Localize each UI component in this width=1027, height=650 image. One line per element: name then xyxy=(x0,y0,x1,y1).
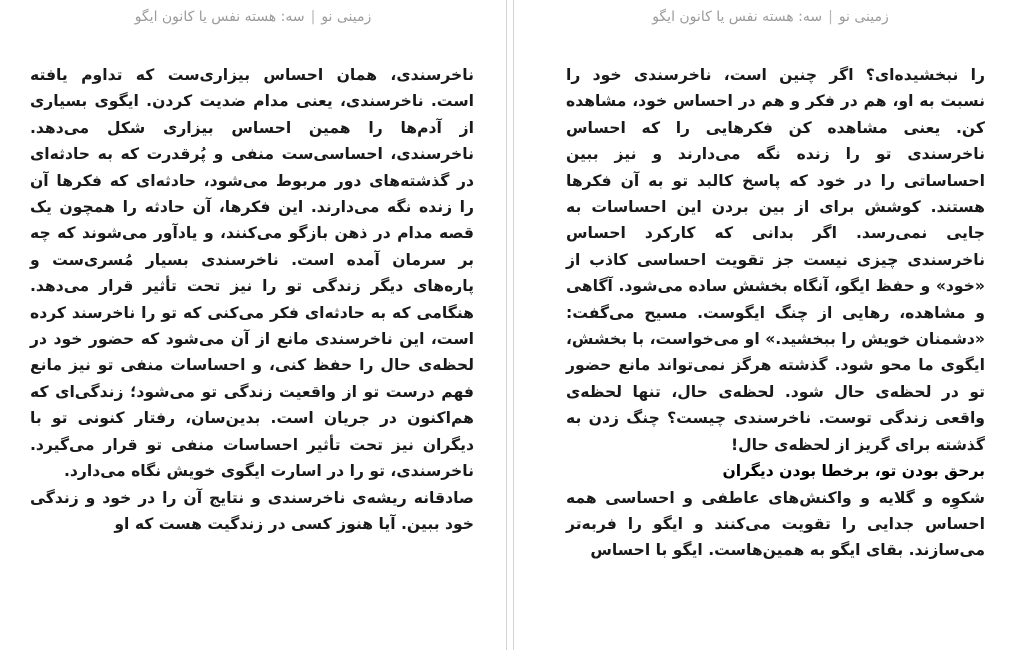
paragraph: را نبخشیده‌ای؟ اگر چنین است، ناخرسندی خود را نسبت به او، هم در فکر و هم در احساس خود، مشاهده کن. یعنی مشاهده کن فکرهایی را که احساس ناخرسندی تو را زنده نگه می‌دارند و نیز ببین احساساتی را در خود که پاسخ کالبد تو به آن فکرها هستند. کوشش برای از بین بردن این احساسات به جایی نمی‌رسد. اگر بدانی که کارکرد احساس ناخرسندی چیزی نیست جز تقویت احساسی کاذب از «خود» و حفظ ایگو، آنگاه بخشش ساده می‌شود. آگاهی و مشاهده، رهایی از چنگ ایگوست. مسیح می‌گفت: «دشمنان خویش را ببخشید.» او می‌خواست، با بخشش، ایگوی ما محو شود. گذشته هرگز نمی‌تواند مانع حضور تو در لحظه‌ی حال شود. لحظه‌ی حال، تنها لحظه‌ی واقعی زندگی توست. ناخرسندی چیست؟ چنگ زدن به گذشته برای گریز از لحظه‌ی حال! xyxy=(566,66,985,454)
page-divider xyxy=(506,0,507,650)
book-title: زمینی نو xyxy=(838,9,889,25)
chapter-title: سه: هسته نفس یا کانون ایگو xyxy=(652,9,823,25)
page-body xyxy=(566,62,985,564)
paragraph: صادقانه ریشه‌ی ناخرسندی و نتایج آن را در خود و زندگی خود ببین. آیا هنوز کسی در زندگیت هست که او xyxy=(30,488,474,533)
section-heading: برحق بودن تو، برخطا بودن دیگران xyxy=(722,462,985,481)
right-page[interactable] xyxy=(514,0,1027,650)
running-header xyxy=(0,9,506,25)
header-separator: | xyxy=(828,9,833,25)
running-header xyxy=(514,9,1027,25)
book-title: زمینی نو xyxy=(321,9,372,25)
paragraph: ناخرسندی، همان احساس بیزاری‌ست که تداوم یافته است. ناخرسندی، یعنی مدام ضدیت کردن. ایگوی بسیاری از آدم‌ها را همین احساس بیزاری شکل می‌دهد. ناخرسندی، احساسی‌ست منفی و پُرقدرت که به حادثه‌ای در گذشته‌های دور مربوط می‌شود، حادثه‌ای که فکرها آن را زنده نگه می‌دارند. این فکرها، آن حادثه را همچون یک قصه مدام در ذهن بازگو می‌کنند، و یادآور می‌شوند که چه بر سرمان آمده است. ناخرسندی بسیار مُسری‌ست و پاره‌های دیگر زندگی تو را نیز تحت تأثیر قرار می‌دهد. هنگامی که به حادثه‌ای فکر می‌کنی که تو را ناخرسند کرده است، این ناخرسندی مانع از آن می‌شود که حضور خود در لحظه‌ی حال را حفظ کنی، و احساسات منفی تو نیز مانع فهم درست تو از واقعیت زندگی تو می‌شود؛ زندگی‌ای که هم‌اکنون در جریان است. بدین‌سان، رفتار کنونی تو با دیگران نیز تحت تأثیر احساسات منفی تو قرار می‌گیرد. ناخرسندی، تو را در اسارت ایگوی خویش نگاه می‌دارد. xyxy=(30,66,474,481)
header-separator: | xyxy=(310,9,316,25)
chapter-title: سه: هسته نفس یا کانون ایگو xyxy=(134,9,305,25)
left-page[interactable] xyxy=(0,0,506,650)
paragraph: شکوِه و گلایه و واکنش‌های عاطفی و احساسی همه احساس جدایی را تقویت می‌کنند و ایگو را فربه‌تر می‌سازند. بقای ایگو به همین‌هاست. ایگو با احساس xyxy=(566,488,985,560)
page-body xyxy=(30,62,474,537)
